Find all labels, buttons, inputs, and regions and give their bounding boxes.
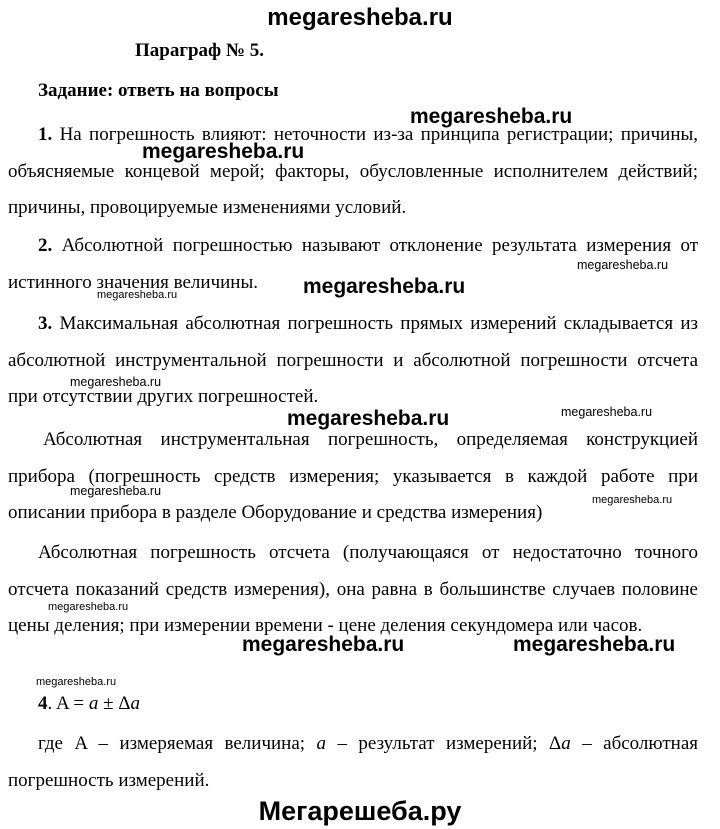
watermark: megaresheba.ru	[70, 375, 162, 389]
watermark: megaresheba.ru	[287, 407, 450, 430]
answer-3-text: Максимальная абсолютная погрешность прямых измерений складывается из абсолютной инструментальной погрешности и абсолютной погрешности отсчета при отсутствии других погрешностей.	[8, 313, 699, 407]
watermark: megaresheba.ru	[242, 633, 405, 656]
watermark: megaresheba.ru	[577, 258, 669, 272]
formula-explanation: где A – измеряемая величина; a – результат измерений; Δa – абсолютная погрешность измерений.	[8, 733, 698, 791]
watermark: megaresheba.ru	[513, 633, 676, 656]
site-footer: Мегарешеба.ру	[258, 796, 462, 826]
answer-1-number: 1.	[38, 124, 53, 145]
site-header: megaresheba.ru	[267, 4, 453, 31]
watermark: megaresheba.ru	[142, 140, 305, 163]
formula-number: 4	[38, 693, 48, 714]
answer-1	[8, 117, 698, 227]
watermark: megaresheba.ru	[70, 484, 162, 498]
reading-error-paragraph: Абсолютная погрешность отсчета (получающаяся от недостаточно точного отсчета показаний средств измерения), она равна в большинстве случаев половине цены деления; при измерении времени - цене деления секундомера или часов.	[8, 542, 698, 636]
watermark: megaresheba.ru	[592, 494, 673, 506]
formula-line: 4. A = a ± Δa	[38, 693, 140, 714]
answer-3-number: 3.	[38, 313, 53, 334]
watermark: megaresheba.ru	[97, 289, 178, 301]
watermark: megaresheba.ru	[48, 601, 129, 613]
task-heading: Задание: ответь на вопросы	[38, 80, 279, 101]
answer-2-number: 2.	[38, 235, 53, 256]
watermark: megaresheba.ru	[36, 676, 117, 688]
answer-2-text: Абсолютной погрешностью называют отклонение результата измерения от истинного значения величины.	[8, 235, 698, 293]
instrumental-error-paragraph: Абсолютная инструментальная погрешность, определяемая конструкцией прибора (погрешность средств измерения; указывается в каждой работе при описании прибора в разделе Оборудование и средства измерения)	[8, 429, 698, 523]
watermark: megaresheba.ru	[303, 275, 466, 298]
paragraph-title: Параграф № 5.	[135, 40, 265, 61]
watermark: megaresheba.ru	[561, 405, 653, 419]
answer-1-text: На погрешность влияют: неточности из-за принципа регистрации; причины, объясняемые концевой мерой; факторы, обусловленные исполнителем действий; причины, провоцируемые изменениями условий.	[8, 124, 699, 218]
answer-3	[8, 306, 698, 416]
watermark: megaresheba.ru	[410, 105, 573, 128]
